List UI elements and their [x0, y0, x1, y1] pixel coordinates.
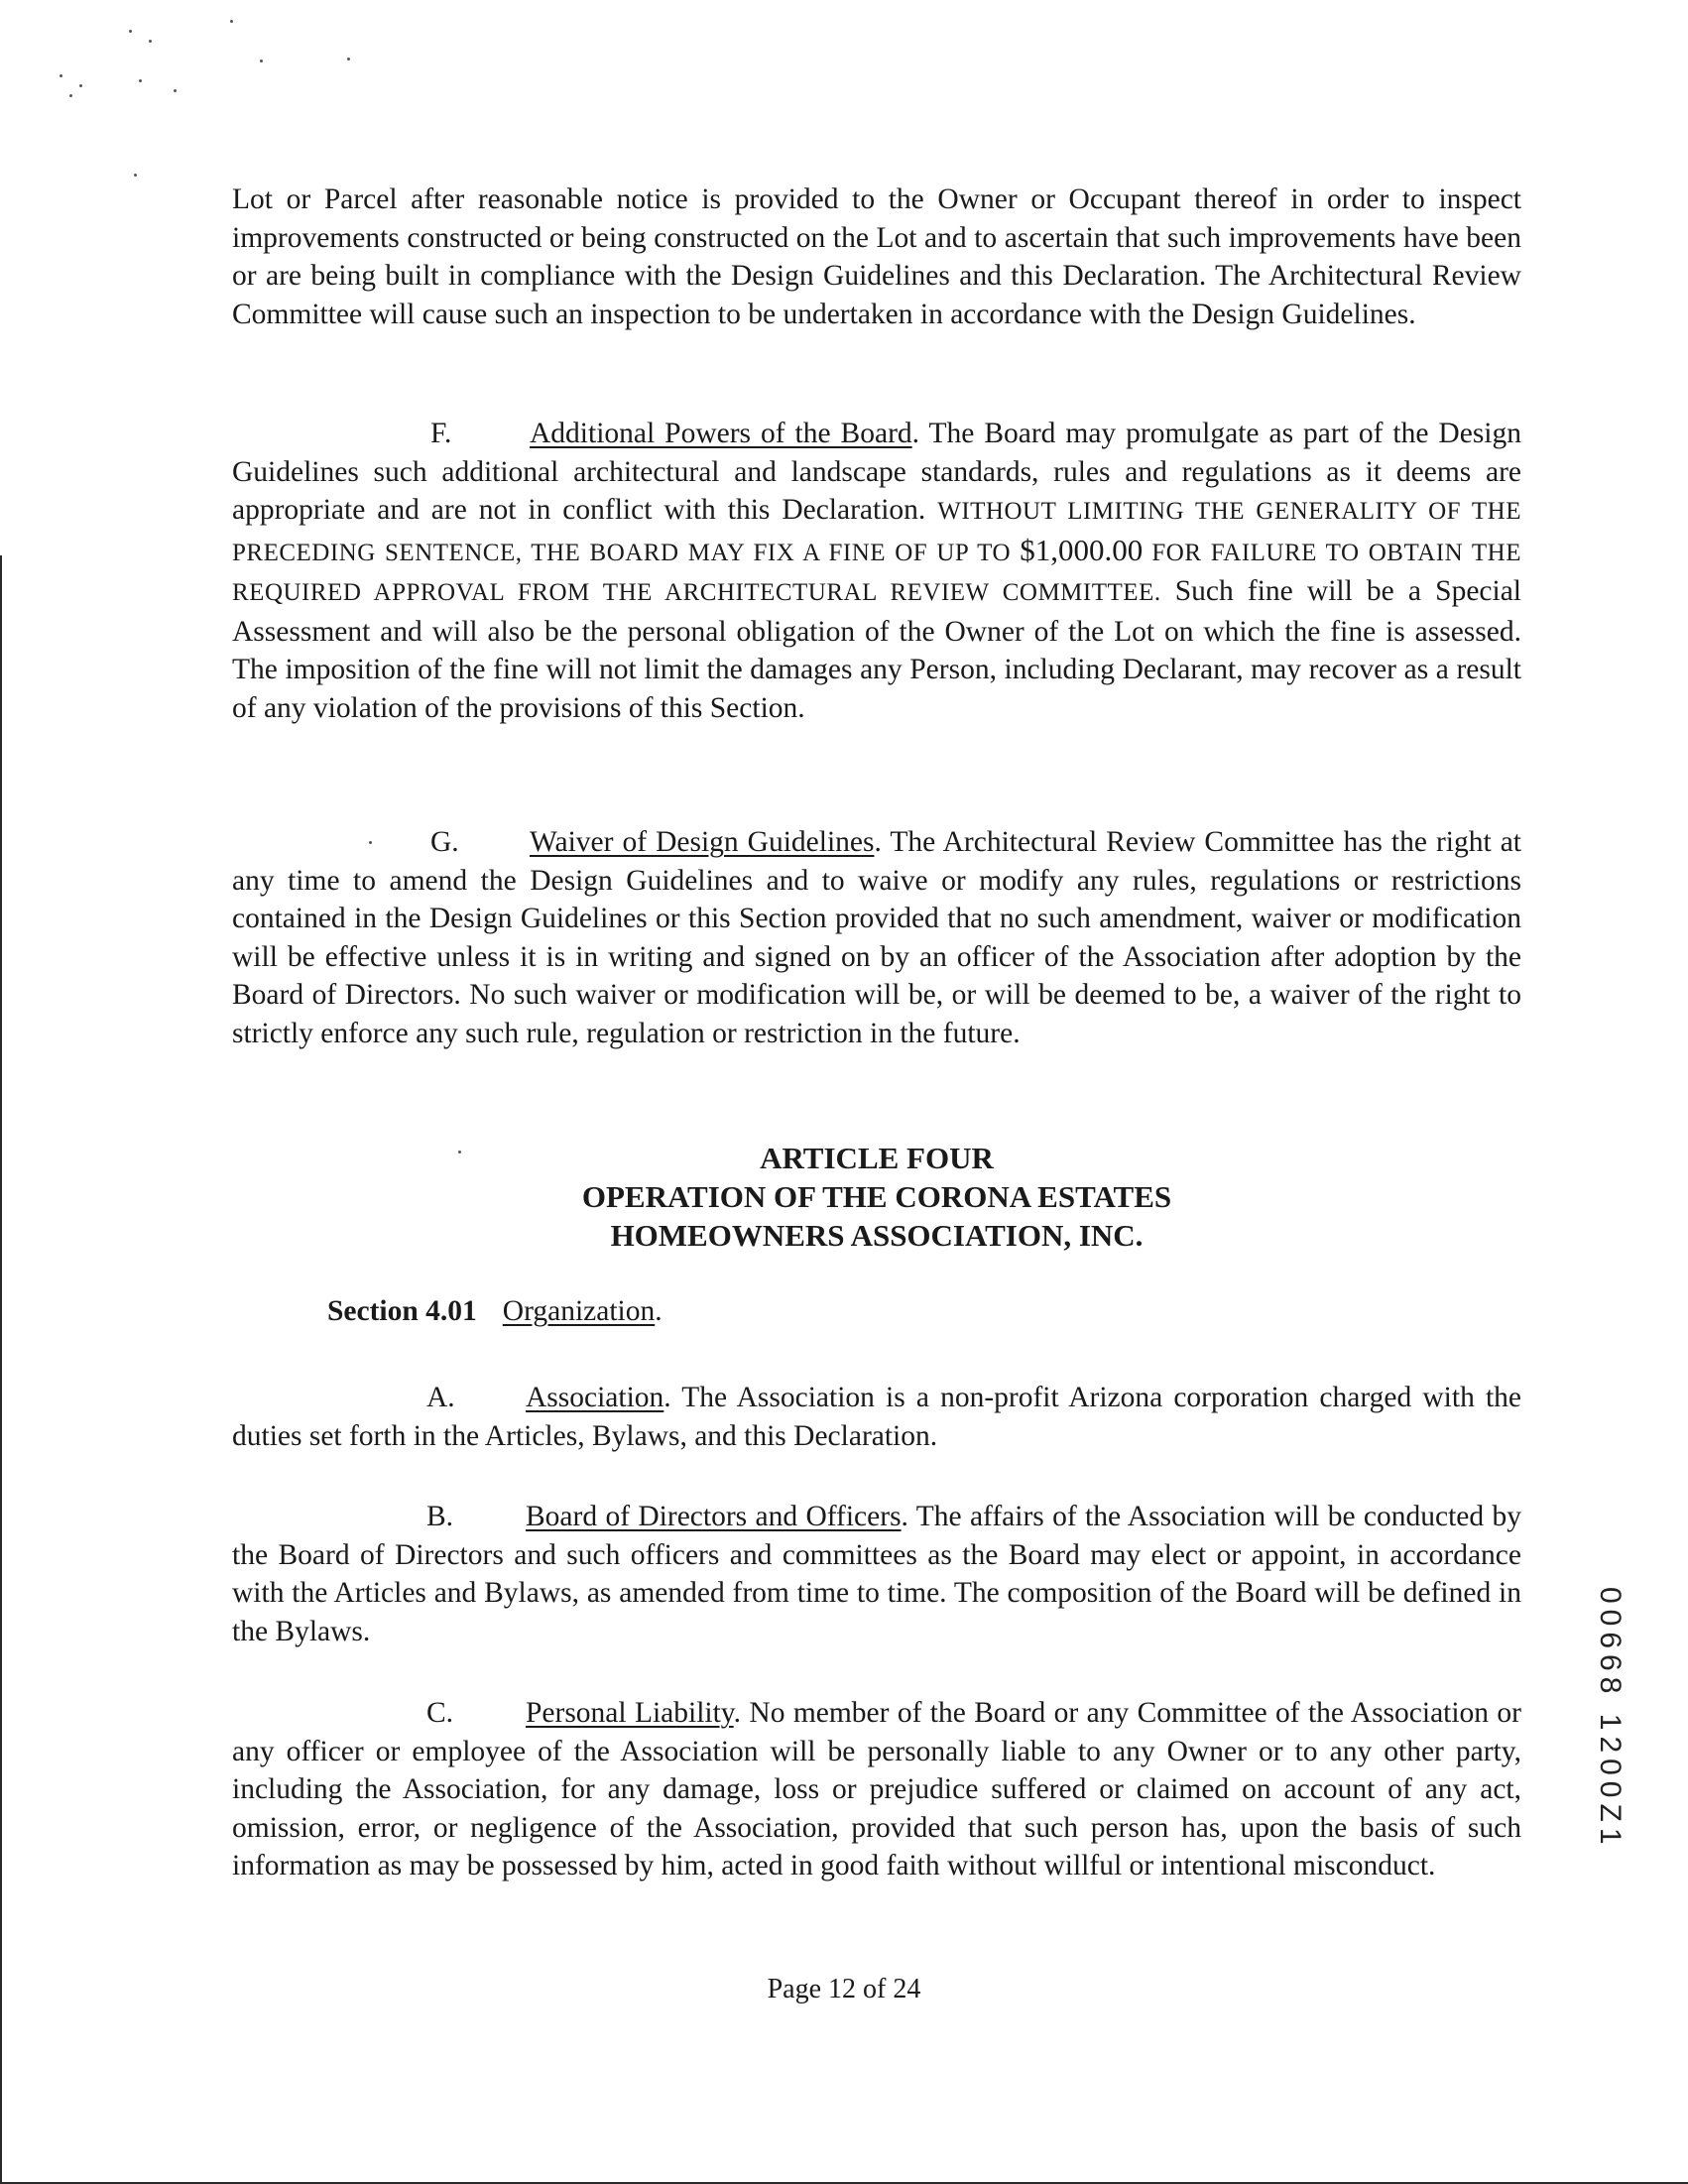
paragraph-b-body: . The affairs of the Association will be conducted by the Board of Directors and such officers and committees as the Board may elect or appoint, in accordance with the Articles and Bylaws, as amended from time to time. The composition of the Board will be defined in the Bylaws. [232, 1501, 1521, 1647]
page-number: Page 12 of 24 [767, 1974, 921, 2004]
scan-speck [149, 40, 152, 43]
section-number: Section 4.01 [327, 1295, 477, 1327]
article-heading-line-2: OPERATION OF THE CORONA ESTATES [581, 1179, 1172, 1214]
intro-text: Lot or Parcel after reasonable notice is provided to the Owner or Occupant thereof in order to inspect improvements constructed or being constructed on the Lot and to ascertain that such improvements have been or are being built in compliance with the Design Guidelines and this Declaration. The Architectural Review Committee will cause such an inspection to be undertaken in accordance with the Design Guidelines. [232, 183, 1521, 330]
scan-speck [134, 174, 137, 177]
paragraph-f [232, 415, 1521, 727]
paragraph-g-body: . The Architectural Review Committee has the right at any time to amend the Design Guidelines and to waive or modify any rules, regulations or restrictions contained in the Design Guidelines or this Section provided that no such amendment, waiver or modification will be effective unless it is in writing and signed on by an officer of the Association after adoption by the Board of Directors. No such waiver or modification will be, or will be deemed to be, a waiver of the right to strictly enforce any such rule, regulation or restriction in the future. [232, 826, 1521, 1049]
paragraph-g [232, 823, 1521, 1052]
paragraph-f-caps-b: FOR FAILURE TO OBTAIN THE REQUIRED APPROVAL FROM THE ARCHITECTURAL REVIEW COMMITTEE. [232, 539, 1521, 606]
paragraph-c-letter: C. [426, 1697, 454, 1729]
paragraph-c-title: Personal Liability [526, 1697, 734, 1729]
section-title: Organization [502, 1295, 656, 1327]
paragraph-g-letter: G. [430, 826, 459, 858]
paragraph-f-caps: WITHOUT LIMITING THE GENERALITY OF THE PRECEDING SENTENCE, THE BOARD MAY FIX A FINE OF UP TO [232, 498, 1521, 566]
document-stamp-number: 00668 1200Z1 [1594, 1587, 1627, 1851]
paragraph-c-body: . No member of the Board or any Committee of the Association or any officer or employee of the Association will be personally liable to any Owner or to any other party, including the Association, for any damage, loss or prejudice suffered or claimed on account of any act, omission, error, or negligence of the Association, provided that such person has, upon the basis of such information as may be possessed by him, acted in good faith without willful or intentional misconduct. [232, 1697, 1521, 1881]
paragraph-b-title: Board of Directors and Officers [526, 1501, 902, 1532]
section-heading [327, 1295, 663, 1328]
paragraph-g-title: Waiver of Design Guidelines [530, 826, 875, 858]
article-heading-line-3: HOMEOWNERS ASSOCIATION, INC. [610, 1218, 1144, 1253]
scan-border-left [0, 555, 2, 2182]
paragraph-a [232, 1379, 1521, 1455]
paragraph-f-body-b: Such fine will be a Special Assessment and will also be the personal obligation of the Owner of the Lot on which the fine is assessed. The imposition of the fine will not limit the damages any Person, including Declarant, may recover as a result of any violation of the provisions of this Section. [232, 575, 1521, 724]
scan-speck [260, 60, 263, 62]
scan-speck [230, 20, 233, 23]
paragraph-b [232, 1498, 1521, 1650]
paragraph-a-letter: A. [426, 1382, 455, 1413]
paragraph-f-letter: F. [430, 418, 452, 449]
fine-amount: $1,000.00 [1020, 532, 1144, 567]
article-heading [232, 1139, 1521, 1255]
section-title-suffix: . [655, 1295, 663, 1327]
paragraph-a-body: . The Association is a non-profit Arizona corporation charged with the duties set forth in the Articles, Bylaws, and this Declaration. [232, 1382, 1521, 1452]
article-heading-line-1: ARTICLE FOUR [760, 1141, 994, 1175]
paragraph-a-title: Association [526, 1382, 664, 1413]
paragraph-c [232, 1694, 1521, 1885]
scan-speck [79, 84, 82, 87]
scan-speck [139, 79, 142, 82]
scan-speck [69, 94, 72, 97]
scan-speck [60, 74, 62, 77]
intro-paragraph [232, 181, 1521, 333]
scan-speck [347, 58, 350, 61]
scan-speck [129, 30, 132, 33]
paragraph-b-letter: B. [426, 1501, 454, 1532]
paragraph-f-body-a: . The Board may promulgate as part of the Design Guidelines such additional architectural and landscape standards, rules and regulations as it deems are appropriate and are not in conflict with this Declaration. [232, 418, 1522, 526]
paragraph-f-title: Additional Powers of the Board [530, 418, 912, 449]
scan-speck [174, 89, 177, 92]
